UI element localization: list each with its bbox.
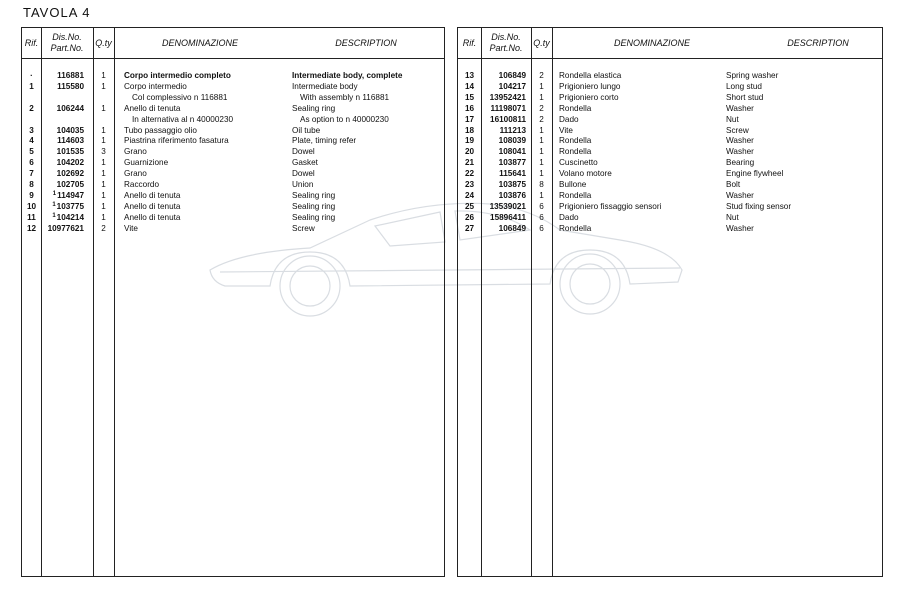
denominazione-text: Bullone	[559, 180, 587, 189]
quantity: 1	[539, 125, 544, 135]
description-text: Washer	[726, 147, 754, 157]
table-row	[22, 146, 444, 157]
denominazione-text: Rondella	[559, 223, 592, 233]
description-text: Washer	[726, 136, 754, 146]
quantity: 1	[101, 158, 106, 168]
denominazione-text: Rondella	[559, 190, 592, 200]
quantity: 1	[101, 190, 106, 200]
quantity: 1	[539, 147, 544, 157]
part-number-value: 103875	[498, 180, 526, 189]
table-row	[22, 223, 444, 234]
part-number	[481, 190, 526, 201]
part-number	[481, 92, 526, 103]
quantity: 2	[539, 103, 544, 113]
part-number-value: 108041	[498, 147, 526, 157]
description-text: Bolt	[726, 180, 741, 189]
table-row	[458, 212, 882, 223]
quantity: 2	[539, 114, 544, 124]
ref-number: 1	[29, 81, 34, 91]
quantity: 1	[539, 190, 544, 200]
description-text: Nut	[726, 114, 739, 124]
quantity: 6	[539, 223, 544, 233]
denominazione-text: Prigioniero fissaggio sensori	[559, 201, 662, 211]
part-superscript: 1	[52, 201, 56, 208]
part-number	[481, 135, 526, 146]
description-text: Washer	[726, 223, 754, 233]
denominazione-text: Rondella elastica	[559, 71, 622, 80]
denominazione-text: Piastrina riferimento fasatura	[124, 136, 229, 146]
quantity: 1	[539, 81, 544, 91]
part-number-value: 114603	[57, 136, 84, 146]
description-text: Stud fixing sensor	[726, 201, 792, 211]
header-description: DESCRIPTION	[335, 37, 397, 48]
ref-number: 17	[464, 114, 475, 124]
part-number-value: 115641	[499, 169, 526, 179]
denominazione-text: Col complessivo n 116881	[132, 92, 228, 102]
ref-number: 19	[464, 136, 475, 146]
quantity: 2	[101, 223, 106, 233]
part-number	[41, 135, 84, 146]
denominazione-text: Prigioniero lungo	[559, 81, 621, 91]
description-text: Union	[292, 180, 314, 189]
denominazione-text: Vite	[559, 125, 573, 135]
description-text: Gasket	[292, 158, 318, 168]
table-row	[22, 168, 444, 179]
part-number-value: 111213	[499, 125, 526, 135]
description-text: Washer	[726, 103, 754, 113]
part-number-value: 102705	[56, 180, 84, 189]
part-number	[481, 179, 526, 190]
part-number	[481, 70, 526, 81]
part-number-value: 115580	[57, 81, 84, 91]
part-number	[41, 157, 84, 168]
ref-number: 18	[464, 125, 475, 135]
table-row	[458, 125, 882, 136]
table-row	[22, 125, 444, 136]
description-text: Screw	[292, 223, 315, 233]
part-number	[481, 168, 526, 179]
ref-number: 21	[464, 158, 475, 168]
description-text: Short stud	[726, 92, 764, 102]
ref-number: 15	[464, 92, 475, 102]
table-row	[22, 103, 444, 114]
quantity: 1	[101, 125, 106, 135]
denominazione-text: Anello di tenuta	[124, 201, 181, 211]
part-number-value: 101535	[56, 147, 84, 157]
description-text: Spring washer	[726, 71, 779, 80]
quantity: 1	[101, 201, 106, 211]
quantity: 1	[101, 81, 106, 91]
table-row	[22, 70, 444, 81]
denominazione-text: Dado	[559, 114, 579, 124]
header-qty: Q.ty	[95, 37, 112, 48]
part-number-value: 103775	[56, 201, 84, 211]
quantity: 3	[101, 147, 106, 157]
part-superscript: 1	[52, 212, 56, 219]
denominazione-text: Anello di tenuta	[124, 212, 181, 222]
ref-number: 22	[464, 169, 475, 179]
table-row	[458, 157, 882, 168]
ref-number: ·	[30, 71, 33, 80]
ref-number: 11	[27, 212, 36, 222]
table-row	[458, 103, 882, 114]
table-row	[458, 70, 882, 81]
header-rif: Rif.	[24, 37, 39, 48]
part-number	[481, 81, 526, 92]
ref-number: 10	[26, 201, 37, 211]
table-row	[22, 135, 444, 146]
quantity: 8	[539, 180, 544, 189]
ref-number: 12	[26, 223, 37, 233]
ref-number: 3	[29, 125, 34, 135]
quantity: 6	[539, 201, 544, 211]
ref-number: 23	[464, 180, 475, 189]
table-row	[458, 92, 882, 103]
part-number-value: 16100811	[490, 114, 526, 124]
description-text: Sealing ring	[292, 103, 336, 113]
part-number-value: 104035	[56, 125, 84, 135]
quantity: 1	[539, 136, 544, 146]
denominazione-text: Volano motore	[559, 169, 612, 179]
part-number-value: 116881	[57, 71, 84, 80]
part-number-value: 102692	[56, 169, 84, 179]
ref-number: 2	[29, 103, 34, 113]
table-row	[458, 201, 882, 212]
part-number-value: 106849	[498, 223, 526, 233]
table-row	[458, 114, 882, 125]
part-number-value: 104202	[56, 158, 84, 168]
part-number	[41, 168, 84, 179]
ref-number: 25	[464, 201, 475, 211]
table-row	[458, 179, 882, 190]
header-denominazione: DENOMINAZIONE	[613, 37, 690, 48]
ref-number: 5	[29, 147, 34, 157]
denominazione-text: Rondella	[559, 147, 592, 157]
table-row	[458, 223, 882, 234]
table-row	[458, 168, 882, 179]
part-number-value: 108039	[498, 136, 526, 146]
part-number	[481, 201, 526, 212]
denominazione-text: Grano	[124, 169, 147, 179]
right-parts-table	[457, 27, 883, 577]
part-number	[41, 125, 84, 136]
part-number	[481, 157, 526, 168]
part-number	[41, 103, 84, 114]
description-text: Plate, timing refer	[292, 136, 357, 146]
part-number	[481, 114, 526, 125]
header-qty: Q.ty	[533, 37, 550, 48]
part-number-value: 11198071	[490, 103, 526, 113]
ref-number: 13	[464, 71, 475, 80]
table-row	[22, 157, 444, 168]
ref-number: 9	[29, 190, 34, 200]
ref-number: 26	[464, 212, 475, 222]
header-part-no: Dis.No. Part.No.	[489, 32, 523, 53]
part-number-value: 10977621	[47, 223, 84, 233]
part-number	[481, 212, 526, 223]
part-number-value: 114947	[57, 190, 84, 200]
part-number	[481, 103, 526, 114]
description-text: As option to n 40000230	[300, 114, 389, 124]
part-number	[481, 223, 526, 234]
header-denominazione: DENOMINAZIONE	[161, 37, 238, 48]
denominazione-text: Rondella	[559, 103, 592, 113]
description-text: Dowel	[292, 147, 315, 157]
ref-number: 20	[464, 147, 475, 157]
denominazione-text: Corpo intermedio completo	[124, 71, 231, 80]
denominazione-text: In alternativa al n 40000230	[132, 114, 234, 124]
table-row	[458, 81, 882, 92]
ref-number: 14	[464, 81, 475, 91]
table-row	[458, 190, 882, 201]
quantity: 1	[101, 169, 106, 179]
description-text: Engine flywheel	[726, 169, 784, 179]
ref-number: 27	[464, 223, 475, 233]
denominazione-text: Tubo passaggio olio	[124, 125, 197, 135]
header-part-no: Dis.No. Part.No.	[50, 32, 84, 53]
part-number	[41, 70, 84, 81]
part-number-value: 15896411	[490, 212, 526, 222]
denominazione-text: Cuscinetto	[559, 158, 598, 168]
denominazione-text: Prigioniero corto	[559, 92, 619, 102]
part-number-value: 13539021	[489, 201, 526, 211]
table-row	[458, 146, 882, 157]
description-text: With assembly n 116881	[300, 92, 390, 102]
denominazione-text: Anello di tenuta	[124, 190, 181, 200]
table-row	[22, 201, 444, 212]
description-text: Washer	[726, 190, 754, 200]
part-number-value: 13952421	[489, 92, 526, 102]
part-number	[481, 146, 526, 157]
table-row	[458, 135, 882, 146]
description-text: Nut	[726, 212, 739, 222]
denominazione-text: Raccordo	[124, 180, 160, 189]
part-number-value: 103877	[498, 158, 526, 168]
denominazione-text: Dado	[559, 212, 579, 222]
ref-number: 7	[29, 169, 34, 179]
table-row	[22, 81, 444, 92]
part-number	[481, 125, 526, 136]
quantity: 1	[539, 158, 544, 168]
ref-number: 4	[29, 136, 34, 146]
denominazione-text: Rondella	[559, 136, 592, 146]
header-rif: Rif.	[462, 37, 477, 48]
part-number	[41, 223, 84, 234]
left-parts-table	[21, 27, 445, 577]
denominazione-text: Grano	[124, 147, 147, 157]
description-text: Intermediate body, complete	[292, 71, 403, 80]
part-superscript: 1	[52, 190, 57, 197]
quantity: 2	[539, 71, 544, 80]
table-row	[22, 114, 444, 125]
table-row	[22, 190, 444, 201]
description-text: Oil tube	[292, 125, 321, 135]
quantity: 1	[101, 103, 106, 113]
description-text: Dowel	[292, 169, 315, 179]
description-text: Bearing	[726, 158, 755, 168]
table-row	[22, 92, 444, 103]
ref-number: 24	[464, 190, 475, 200]
quantity: 1	[539, 92, 544, 102]
part-number	[41, 179, 84, 190]
denominazione-text: Vite	[124, 223, 138, 233]
part-number	[41, 146, 84, 157]
table-row	[22, 212, 444, 223]
part-number-value: 106244	[56, 103, 84, 113]
quantity: 1	[101, 180, 106, 189]
denominazione-text: Guarnizione	[124, 158, 169, 168]
description-text: Sealing ring	[292, 190, 336, 200]
description-text: Screw	[726, 125, 749, 135]
quantity: 1	[539, 169, 544, 179]
quantity: 1	[101, 212, 106, 222]
ref-number: 16	[464, 103, 475, 113]
header-description: DESCRIPTION	[787, 37, 849, 48]
page-title: TAVOLA 4	[23, 5, 91, 20]
table-row	[22, 179, 444, 190]
ref-number: 6	[29, 158, 34, 168]
description-text: Long stud	[726, 81, 762, 91]
part-number	[41, 81, 84, 92]
part-number-value: 104217	[498, 81, 526, 91]
part-number-value: 106849	[498, 71, 526, 80]
denominazione-text: Corpo intermedio	[124, 81, 187, 91]
ref-number: 8	[29, 180, 34, 189]
quantity: 6	[539, 212, 544, 222]
quantity: 1	[101, 71, 106, 80]
denominazione-text: Anello di tenuta	[124, 103, 181, 113]
description-text: Sealing ring	[292, 212, 336, 222]
quantity: 1	[101, 136, 106, 146]
description-text: Intermediate body	[292, 81, 358, 91]
part-number-value: 103876	[498, 190, 526, 200]
description-text: Sealing ring	[292, 201, 336, 211]
part-number-value: 104214	[56, 212, 84, 222]
